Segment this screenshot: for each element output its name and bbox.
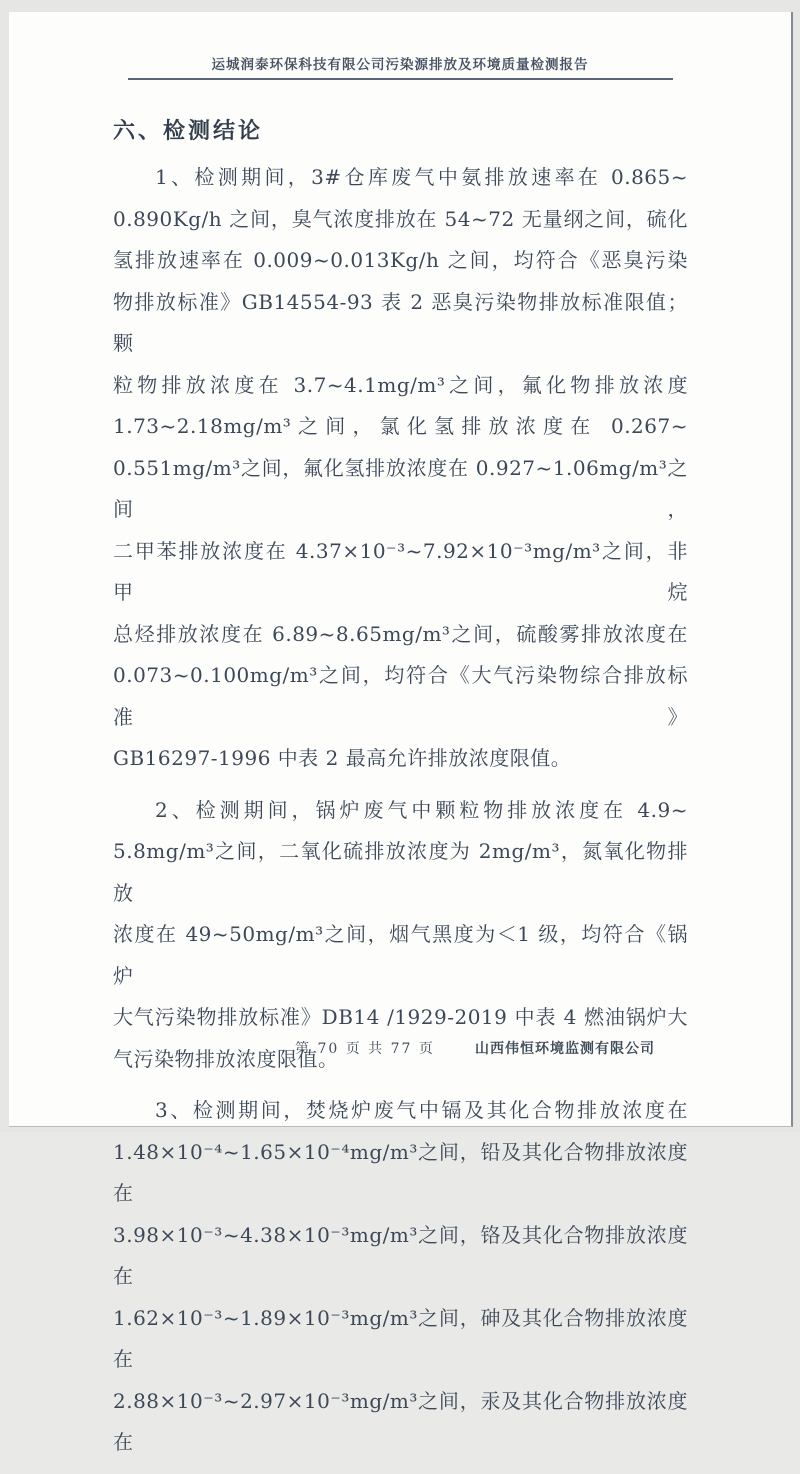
text-line: 5.8mg/m³之间，二氧化硫排放浓度为 2mg/m³，氮氧化物排放 bbox=[113, 839, 688, 905]
paragraph-2-boiler-exhaust bbox=[113, 790, 688, 1081]
text-line: 0.073~0.100mg/m³之间，均符合《大气污染物综合排放标准》 bbox=[113, 663, 688, 729]
text-line: 总烃排放浓度在 6.89~8.65mg/m³之间，硫酸雾排放浓度在 bbox=[113, 621, 688, 646]
page-header bbox=[9, 53, 791, 80]
text-line: 大气污染物排放标准》DB14 /1929-2019 中表 4 燃油锅炉大 bbox=[113, 1005, 688, 1029]
document-body bbox=[113, 157, 688, 1474]
page-footer bbox=[9, 1038, 791, 1062]
text-line: 物排放标准》GB14554-93 表 2 恶臭污染物排放标准限值；颗 bbox=[113, 289, 688, 355]
text-line: 1.48×10⁻⁴~1.65×10⁻⁴mg/m³之间，铅及其化合物排放浓度在 bbox=[113, 1139, 688, 1205]
text-line: 浓度在 49~50mg/m³之间，烟气黑度为＜1 级，均符合《锅炉 bbox=[113, 922, 688, 988]
text-line: 二甲苯排放浓度在 4.37×10⁻³~7.92×10⁻³mg/m³之间，非甲烷 bbox=[113, 538, 688, 604]
document-page bbox=[9, 12, 793, 1454]
text-line: 3、检测期间，焚烧炉废气中镉及其化合物排放浓度在 bbox=[155, 1098, 688, 1122]
text-line: 1、检测期间，3#仓库废气中氨排放速率在 0.865~ bbox=[155, 165, 688, 189]
text-line: 氢排放速率在 0.009~0.013Kg/h 之间，均符合《恶臭污染 bbox=[113, 248, 688, 272]
text-line: 2.88×10⁻³~2.97×10⁻³mg/m³之间，汞及其化合物排放浓度在 bbox=[113, 1388, 688, 1454]
text-line: 2、检测期间，锅炉废气中颗粒物排放浓度在 4.9~ bbox=[155, 797, 688, 822]
text-line: 0.890Kg/h 之间，臭气浓度排放在 54~72 无量纲之间，硫化 bbox=[113, 206, 688, 231]
section-heading-conclusion: 六、检测结论 bbox=[113, 118, 264, 144]
text-line: 1.73~2.18mg/m³之间，氯化氢排放浓度在 0.267~ bbox=[113, 414, 688, 438]
header-divider bbox=[128, 78, 673, 80]
text-line: 粒物排放浓度在 3.7~4.1mg/m³之间，氟化物排放浓度 bbox=[113, 372, 688, 397]
text-line: GB16297-1996 中表 2 最高允许排放浓度限值。 bbox=[113, 746, 572, 770]
footer-company-name: 山西伟恒环境监测有限公司 bbox=[475, 1041, 655, 1057]
paragraph-3-incinerator-exhaust bbox=[113, 1090, 688, 1464]
paragraph-1-warehouse-exhaust bbox=[113, 157, 688, 780]
text-line: 3.98×10⁻³~4.38×10⁻³mg/m³之间，铬及其化合物排放浓度在 bbox=[113, 1222, 688, 1288]
text-line: 1.62×10⁻³~1.89×10⁻³mg/m³之间，砷及其化合物排放浓度在 bbox=[113, 1305, 688, 1371]
report-header-title: 运城润泰环保科技有限公司污染源排放及环境质量检测报告 bbox=[211, 57, 589, 73]
text-line: 气污染物排放浓度限值。 bbox=[113, 1046, 339, 1071]
page-number: 第 70 页 共 77 页 bbox=[295, 1041, 435, 1057]
text-line: 0.551mg/m³之间，氟化氢排放浓度在 0.927~1.06mg/m³之间， bbox=[113, 455, 688, 521]
